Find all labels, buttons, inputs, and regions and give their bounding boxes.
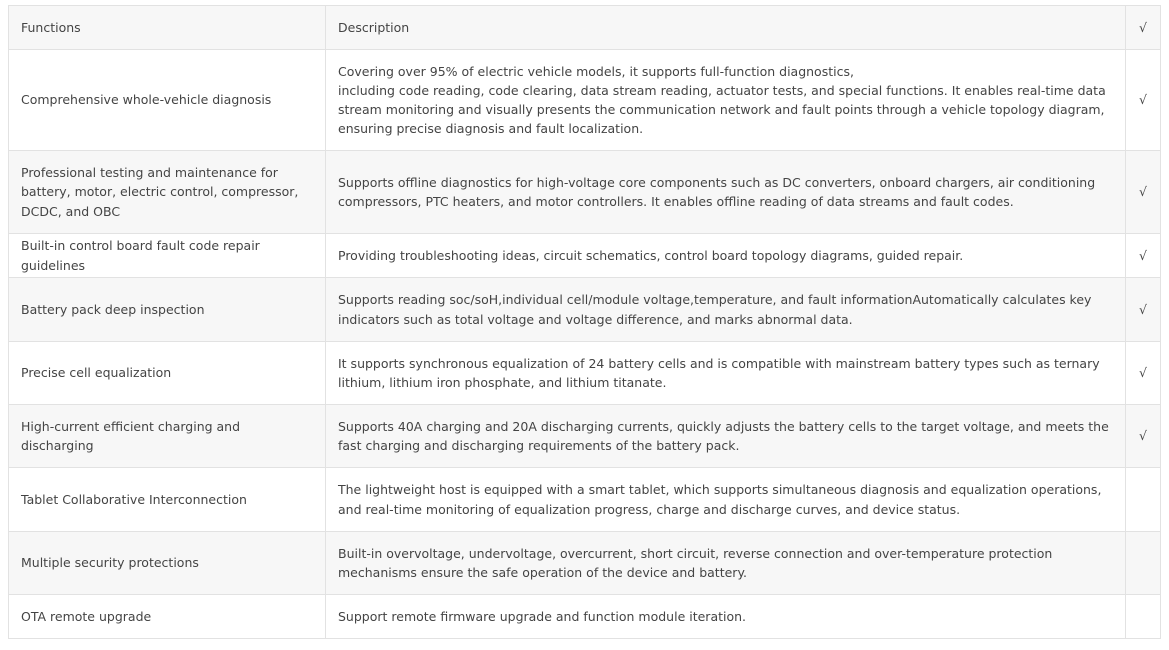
function-cell: Multiple security protections [9,532,326,595]
description-text: Support remote firmware upgrade and function module iteration. [338,608,747,624]
check-cell: √ [1126,342,1161,405]
description-text: It supports synchronous equalization of 24 battery cells and is compatible with mainstream battery types such as ternary lithium, lithium iron phosphate, and lithium titanate. [338,355,1100,390]
description-text: including code reading, code clearing, data stream reading, actuator tests, and special functions. It enables real-time data stream monitoring and visually presents the communication network and fault points through a vehicle topology diagram, ensuring precise diagnosis and fault localization. [338,82,1106,137]
description-cell [326,151,1126,234]
function-cell: Precise cell equalization [9,342,326,405]
check-cell [1126,532,1161,595]
function-cell: Professional testing and maintenance for battery, motor, electric control, compressor, DCDC, and OBC [9,151,326,234]
check-cell: √ [1126,151,1161,234]
header-check: √ [1126,6,1161,50]
description-cell [326,50,1126,151]
functions-table-container [8,5,1160,639]
header-description: Description [326,6,1126,50]
description-text: Built-in overvoltage, undervoltage, overcurrent, short circuit, reverse connection and over-temperature protection mechanisms ensure the safe operation of the device and battery. [338,545,1053,580]
table-header-row [9,6,1161,50]
function-cell: Tablet Collaborative Interconnection [9,468,326,532]
table-row [9,595,1161,639]
header-functions: Functions [9,6,326,50]
check-cell [1126,468,1161,532]
check-cell: √ [1126,234,1161,278]
table-body [9,50,1161,639]
table-row [9,234,1161,278]
description-cell [326,468,1126,532]
function-cell: Battery pack deep inspection [9,278,326,342]
functions-table [8,5,1161,639]
function-cell: Comprehensive whole-vehicle diagnosis [9,50,326,151]
function-cell: High-current efficient charging and discharging [9,405,326,468]
description-cell [326,342,1126,405]
description-cell [326,532,1126,595]
description-cell [326,405,1126,468]
function-cell: OTA remote upgrade [9,595,326,639]
description-text: Covering over 95% of electric vehicle models, it supports full-function diagnostics, [338,63,854,79]
check-cell: √ [1126,50,1161,151]
description-text: Supports offline diagnostics for high-voltage core components such as DC converters, onboard chargers, air conditioning compressors, PTC heaters, and motor controllers. It enables offline reading of data streams and fault codes. [338,174,1096,209]
description-text: The lightweight host is equipped with a smart tablet, which supports simultaneous diagnosis and equalization operations, and real-time monitoring of equalization progress, charge and discharge curves, and device status. [338,482,1102,517]
table-row [9,151,1161,234]
table-row [9,278,1161,342]
description-text: Supports 40A charging and 20A discharging currents, quickly adjusts the battery cells to the target voltage, and meets the fast charging and discharging requirements of the battery pack. [338,418,1109,453]
check-cell: √ [1126,405,1161,468]
description-text: Supports reading soc/soH,individual cell/module voltage,temperature, and fault informationAutomatically calculates key indicators such as total voltage and voltage difference, and marks abnormal data. [338,292,1092,327]
table-row [9,342,1161,405]
function-cell: Built-in control board fault code repair guidelines [9,234,326,278]
description-cell [326,234,1126,278]
table-row [9,405,1161,468]
table-row [9,532,1161,595]
description-text: Providing troubleshooting ideas, circuit schematics, control board topology diagrams, guided repair. [338,247,964,263]
check-cell: √ [1126,278,1161,342]
table-row [9,50,1161,151]
table-row [9,468,1161,532]
check-cell [1126,595,1161,639]
description-cell [326,595,1126,639]
description-cell [326,278,1126,342]
